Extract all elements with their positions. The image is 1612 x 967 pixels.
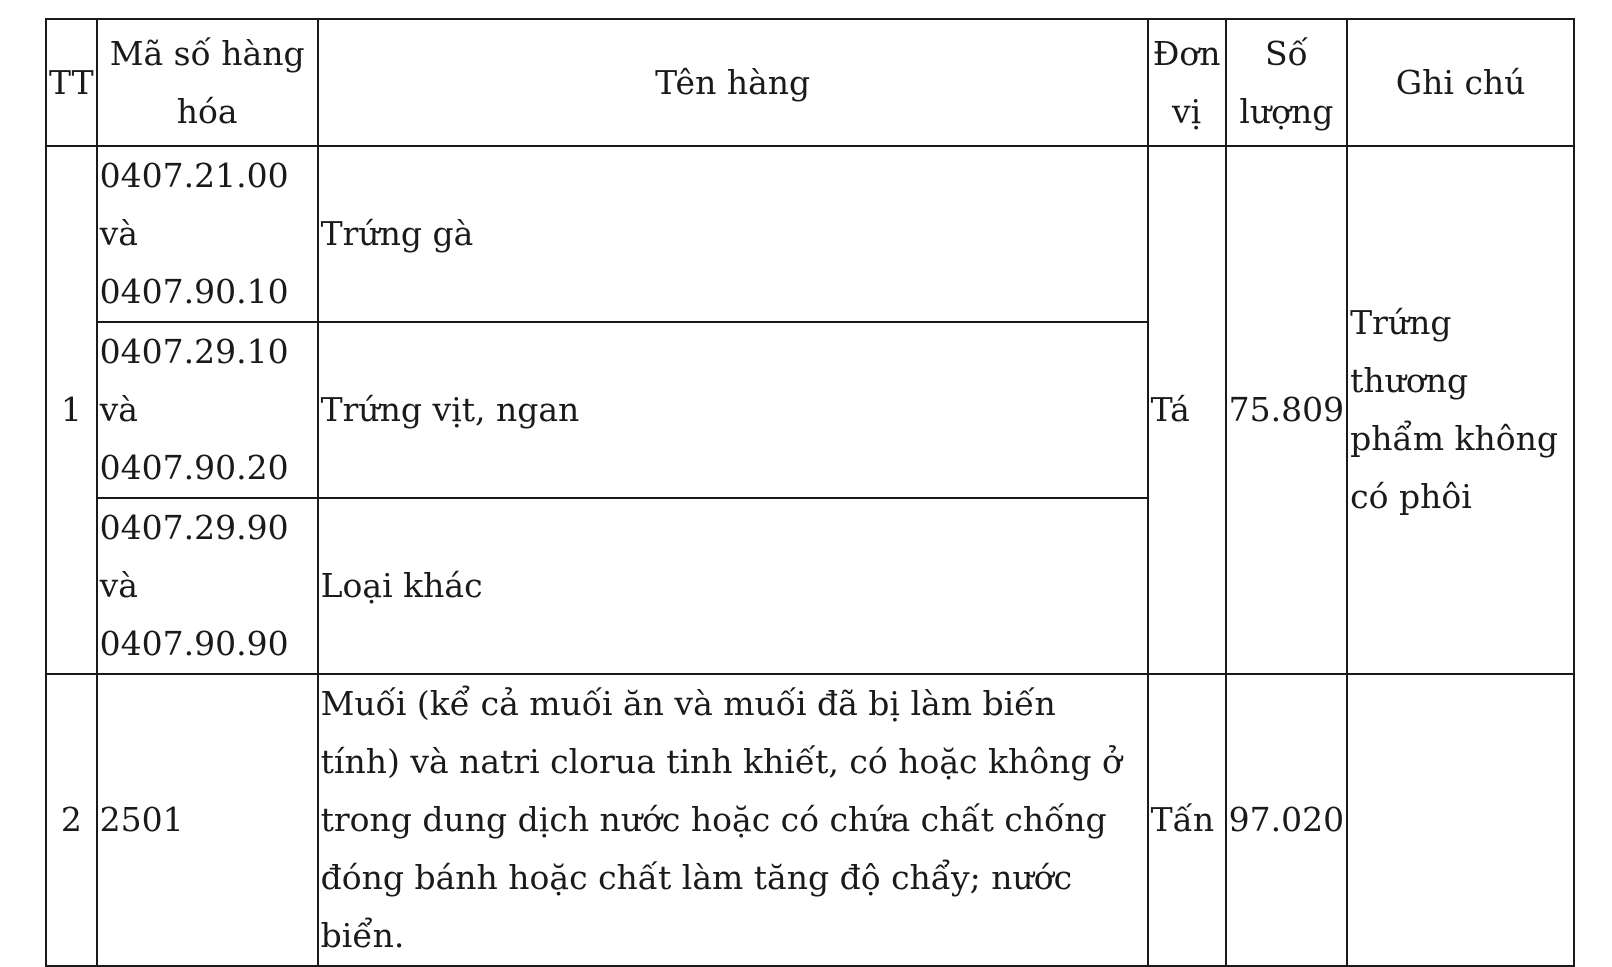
row-name: Muối (kể cả muối ăn và muối đã bị làm biến tính) và natri clorua tinh khiết, có hoặc không ở trong dung dịch nước hoặc có chứa chất chống đóng bánh hoặc chất làm tăng độ chẩy; nước biển. — [318, 674, 1148, 966]
header-name: Tên hàng — [318, 19, 1148, 146]
row-name: Trứng gà — [318, 146, 1148, 322]
row-note: Trứng thương phẩm không có phôi — [1347, 146, 1574, 674]
row-name: Loại khác — [318, 498, 1148, 674]
row-tt: 2 — [46, 674, 97, 966]
row-name: Trứng vịt, ngan — [318, 322, 1148, 498]
header-qty: Số lượng — [1226, 19, 1347, 146]
row-unit: Tá — [1148, 146, 1226, 674]
header-row — [46, 19, 1574, 146]
row-code: 2501 — [97, 674, 318, 966]
row-note — [1347, 674, 1574, 966]
row-qty: 97.020 — [1226, 674, 1347, 966]
row-qty: 75.809 — [1226, 146, 1347, 674]
quota-table — [45, 18, 1575, 967]
header-code: Mã số hàng hóa — [97, 19, 318, 146]
header-unit: Đơn vị — [1148, 19, 1226, 146]
row-tt: 1 — [46, 146, 97, 674]
header-tt: TT — [46, 19, 97, 146]
header-note: Ghi chú — [1347, 19, 1574, 146]
row-unit: Tấn — [1148, 674, 1226, 966]
row-code: 0407.21.00 và 0407.90.10 — [97, 146, 318, 322]
row-code: 0407.29.90 và 0407.90.90 — [97, 498, 318, 674]
row-code: 0407.29.10 và 0407.90.20 — [97, 322, 318, 498]
table-row — [46, 674, 1574, 966]
table-row — [46, 146, 1574, 322]
